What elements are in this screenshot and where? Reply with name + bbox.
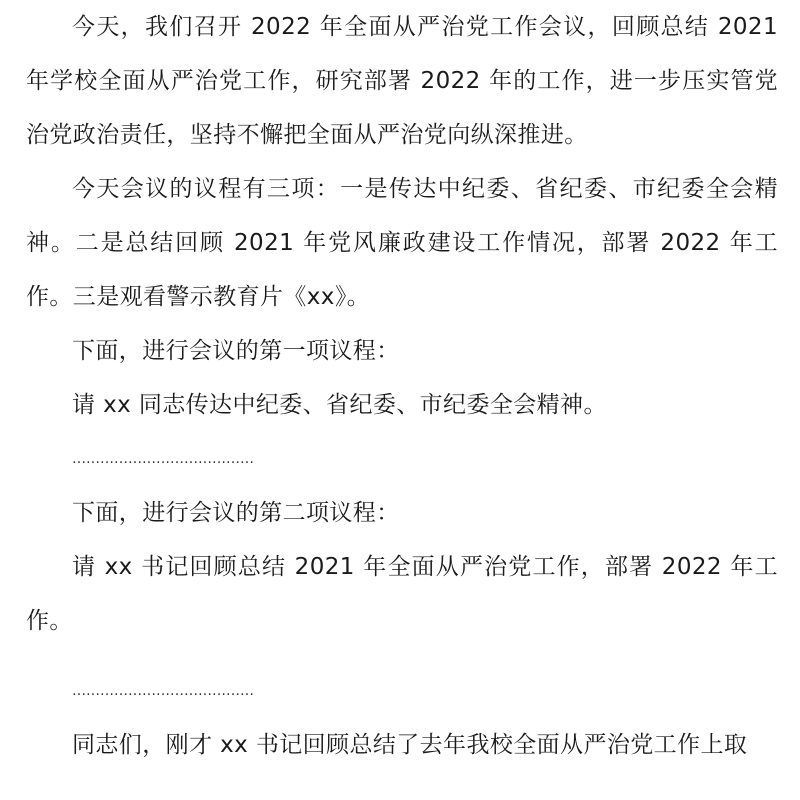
document-body — [26, 0, 778, 772]
ellipsis-separator-2: ………………………………… — [72, 683, 254, 699]
paragraph-first-item-intro: 下面，进行会议的第一项议程： — [72, 338, 400, 364]
paragraph-second-item-request: 请 xx 书记回顾总结 2021 年全面从严治党工作，部署 2022 年工作。 — [26, 554, 778, 634]
paragraph-agenda: 今天会议的议程有三项：一是传达中纪委、省纪委、市纪委全会精神。二是总结回顾 2021 年党风廉政建设工作情况，部署 2022 年工作。三是观看警示教育片《xx》。 — [26, 176, 778, 310]
paragraph-opening: 今天，我们召开 2022 年全面从严治党工作会议，回顾总结 2021 年学校全面从严治党工作，研究部署 2022 年的工作，进一步压实管党治党政治责任，坚持不懈把全面从严治党向纵深推进。 — [26, 14, 778, 148]
ellipsis-separator-1: ………………………………… — [72, 451, 254, 467]
paragraph-first-item-request: 请 xx 同志传达中纪委、省纪委、市纪委全会精神。 — [72, 392, 607, 418]
paragraph-second-item-intro: 下面，进行会议的第二项议程： — [72, 500, 400, 526]
paragraph-closing: 同志们，刚才 xx 书记回顾总结了去年我校全面从严治党工作上取 — [72, 732, 748, 758]
blank-gap — [26, 648, 778, 664]
